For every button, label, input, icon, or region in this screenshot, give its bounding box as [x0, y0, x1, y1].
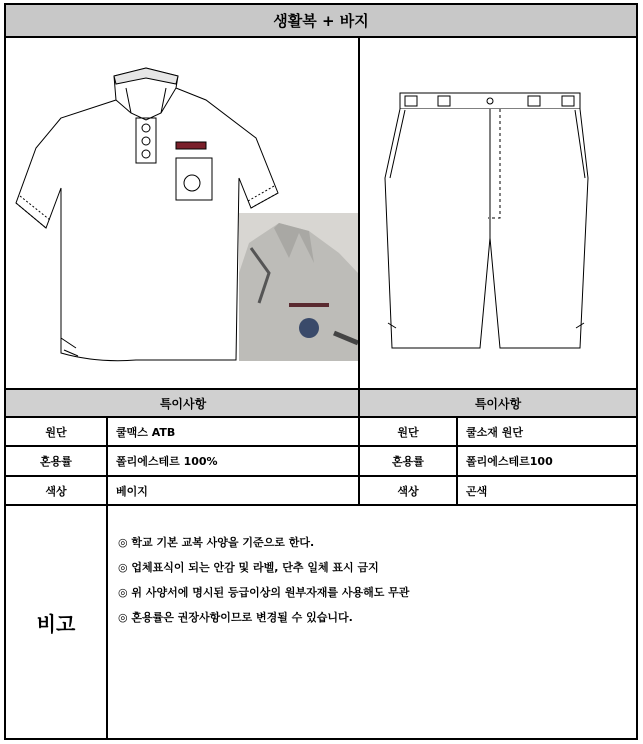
page-title: 생활복 + 바지 — [6, 5, 636, 38]
right-fabric-value: 쿨소재 원단 — [466, 425, 523, 439]
left-fabric-value: 쿨맥스 ATB — [116, 425, 176, 439]
left-fabric-label: 원단 — [45, 425, 67, 439]
right-blend-value: 폴리에스테르100 — [466, 455, 553, 468]
spec-header-row — [6, 388, 636, 416]
remark-item: ◎ 위 사양서에 명시된 등급이상의 원부자재를 사용해도 무관 — [118, 586, 410, 599]
remarks-label: 비고 — [36, 611, 76, 636]
shirt-drawing-panel — [6, 38, 360, 388]
pants-drawing-panel — [360, 38, 636, 388]
remark-item: ◎ 혼용률은 권장사항이므로 변경될 수 있습니다. — [118, 611, 353, 624]
right-color-label: 색상 — [397, 484, 419, 498]
right-color-value: 곤색 — [466, 484, 488, 498]
remark-item: ◎ 업체표식이 되는 안감 및 라벨, 단추 일체 표시 금지 — [118, 561, 379, 574]
left-blend-value: 폴리에스테르 100% — [116, 455, 218, 468]
right-header: 특이사항 — [360, 390, 636, 416]
spec-row-blend — [6, 445, 636, 475]
left-header: 특이사항 — [6, 390, 360, 416]
right-blend-label: 혼용률 — [392, 455, 424, 468]
remarks-section — [6, 504, 636, 738]
shirt-photo — [239, 213, 358, 361]
remark-item: ◎ 학교 기본 교복 사양을 기준으로 한다. — [118, 536, 315, 549]
left-color-value: 베이지 — [116, 484, 148, 498]
spec-row-fabric — [6, 416, 636, 445]
shirt-photo-image — [239, 213, 358, 361]
left-color-label: 색상 — [45, 484, 67, 498]
remarks-list — [118, 536, 409, 636]
left-blend-label: 혼용률 — [40, 455, 72, 468]
pants-illustration — [360, 38, 636, 388]
spec-sheet — [4, 3, 638, 740]
spec-row-color — [6, 475, 636, 504]
right-fabric-label: 원단 — [397, 425, 419, 439]
